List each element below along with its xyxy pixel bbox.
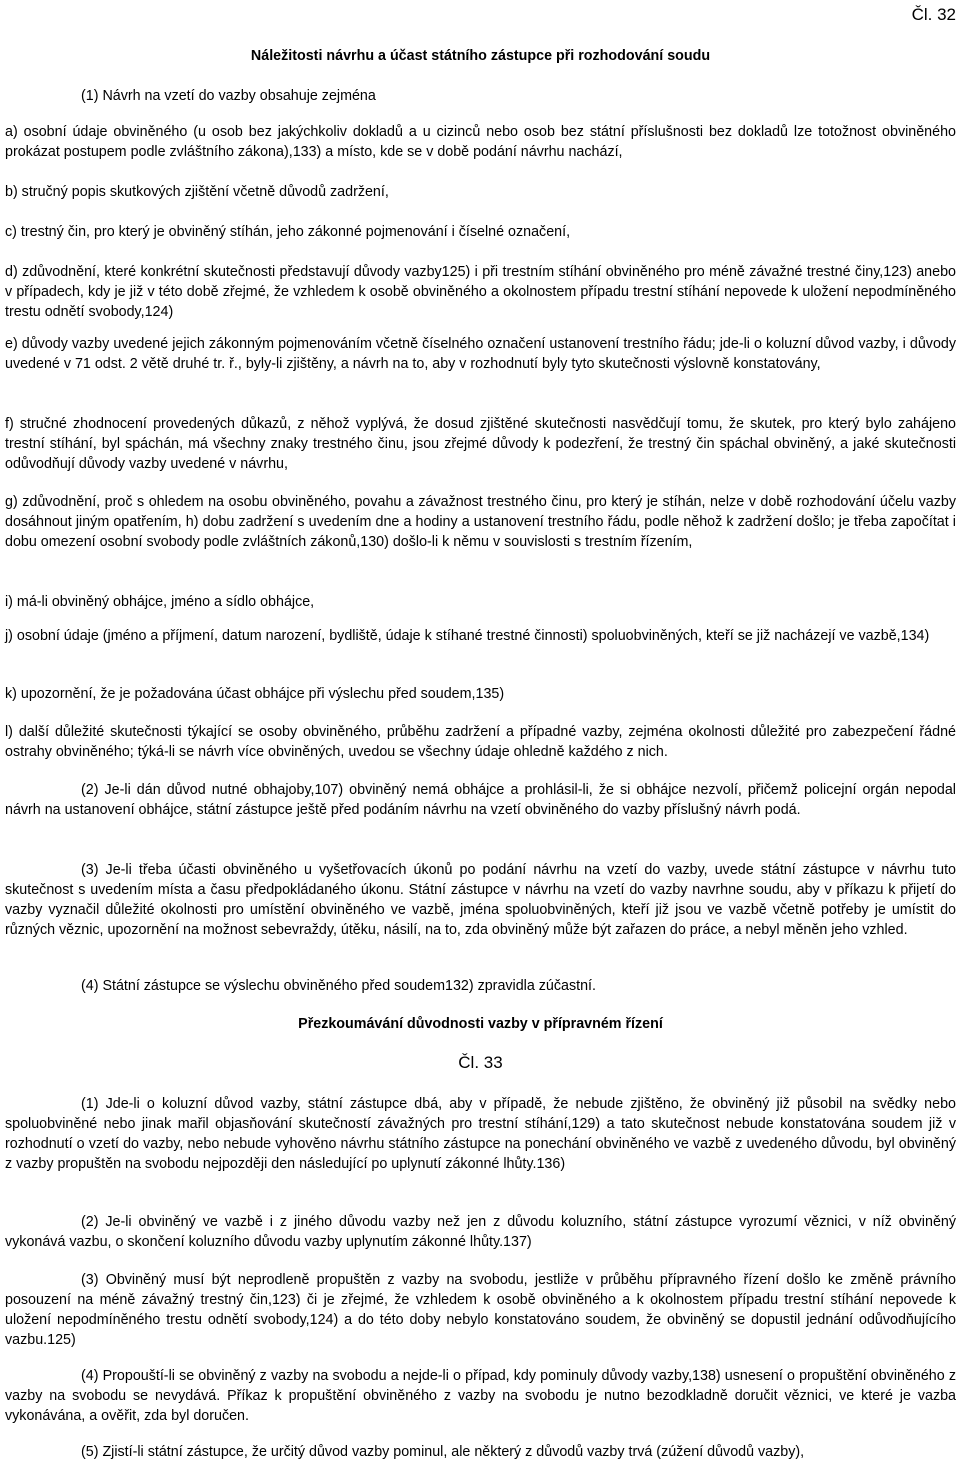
article-33-title: Přezkoumávání důvodnosti vazby v přípravném řízení (298, 1016, 663, 1032)
item-a: a) osobní údaje obviněného (u osob bez jakýchkoliv dokladů a u cizinců nebo osob bez státní příslušnosti bez dokladů lze totožnost obviněného prokázat postupem podle zvláštního zákona),133) a místo, kde se v době podání návrhu nachází, (5, 124, 956, 160)
article-33-p5: (5) Zjistí-li státní zástupce, že určitý důvod vazby pominul, ale některý z důvodů vazby trvá (zúžení důvodů vazby), (81, 1444, 805, 1460)
article-32-p3: (3) Je-li třeba účasti obviněného u vyšetřovacích úkonů po podání návrhu na vzetí do vazby, uvede státní zástupce v návrhu tuto skutečnost s uvedením místa a času předpokládaného úkonu. Státní zástupce v návrhu na vzetí do vazby navrhne soudu, aby v příkazu k přijetí do vazby vyznačil důležité okolnosti pro umístění obviněného ve vazbě, jména spoluobviněných, kteří již jsou ve vazbě včetně potřeby je umístit do různých věznic, upozornění na možnost sebevraždy, útěku, násilí, na to, zda obviněný může být zařazen do práce, a nebyl měněn jeho vzhled. (5, 862, 956, 938)
article-32-p4: (4) Státní zástupce se výslechu obviněného před soudem132) zpravidla zúčastní. (81, 978, 596, 994)
item-e: e) důvody vazby uvedené jejich zákonným pojmenováním včetně číselného označení ustanovení trestního řádu; jde-li o koluzní důvod vazby, i důvody uvedené v 71 odst. 2 větě druhé tr. ř., byly-li zjištěny, a návrh na to, aby v rozhodnutí byly tyto skutečnosti výslovně konstatovány, (5, 336, 956, 372)
item-k: k) upozornění, že je požadována účast obhájce při výslechu před soudem,135) (5, 686, 505, 702)
item-b: b) stručný popis skutkových zjištění včetně důvodů zadržení, (5, 184, 389, 200)
article-33-p3: (3) Obviněný musí být neprodleně propuštěn z vazby na svobodu, jestliže v průběhu přípravného řízení došlo ke změně právního posouzení na méně závažný trestný čin,123) či je zřejmé, že vzhledem k osobě obviněného a k okolnostem případu trestní stíhání nepovede k uložení nepodmíněného trestu odnětí svobody,124) a do této doby nebylo konstatováno soudem, že obviněný se dopustil jednání odůvodňujícího vazbu.125) (5, 1272, 956, 1348)
item-c: c) trestný čin, pro který je obviněný stíhán, jeho zákonné pojmenování i číselné označení, (5, 224, 571, 240)
item-f: f) stručné zhodnocení provedených důkazů, z něhož vyplývá, že dosud zjištěné skutečnosti nasvědčují tomu, že skutek, pro který bylo zahájeno trestní stíhání, byl spáchán, má všechny znaky trestného činu, jsou zřejmé důvody k podezření, že trestný čin spáchal obviněný, a jaké skutečnosti odůvodňují důvody vazby uvedené v návrhu, (5, 416, 956, 472)
item-g: g) zdůvodnění, proč s ohledem na osobu obviněného, povahu a závažnost trestného činu, pro který je stíhán, nelze v době rozhodování účelu vazby dosáhnout jiným opatřením, h) dobu zadržení s uvedením dne a hodiny a ustanovení trestního řádu, podle něhož k zadržení došlo; je třeba započítat i dobu omezení osobní svobody podle zvláštních zákonů,130) došlo-li k němu v souvislosti s trestním řízením, (5, 494, 956, 550)
article-32-p1-intro: (1) Návrh na vzetí do vazby obsahuje zejména (81, 88, 376, 104)
article-33-p1: (1) Jde-li o koluzní důvod vazby, státní zástupce dbá, aby v případě, že nebude zjištěno, že obviněný již působil na svědky nebo spoluobviněné nebo jinak mařil objasňování skutečností závažných pro trestní stíhání,129) a tato skutečnost nebude konstatována soudem již v rozhodnutí o vzetí do vazby, nebo nebude vyhověno návrhu státního zástupce na ponechání obviněného ve vazbě z uvedeného důvodu, byl obviněný z vazby propuštěn na svobodu nejpozději den následující po uplynutí zákonné lhůty.136) (5, 1096, 956, 1172)
article-32-p2: (2) Je-li dán důvod nutné obhajoby,107) obviněný nemá obhájce a prohlásil-li, že si obhájce nezvolí, přičemž policejní orgán nepodal návrh na ustanovení obhájce, státní zástupce ještě před podáním návrhu na vzetí obviněného do vazby příslušný návrh podá. (5, 782, 956, 818)
article-33-number: Čl. 33 (458, 1053, 503, 1072)
item-j: j) osobní údaje (jméno a příjmení, datum narození, bydliště, údaje k stíhané trestné činnosti) spoluobviněných, kteří se již nacházejí ve vazbě,134) (5, 628, 930, 644)
item-l: l) další důležité skutečnosti týkající se osoby obviněného, průběhu zadržení a případné vazby, zejména okolnosti důležité pro zabezpečení řádné ostrahy obviněného; týká-li se návrh více obviněných, uvedou se všechny údaje ohledně každého z nich. (5, 724, 956, 760)
article-32-number: Čl. 32 (911, 5, 956, 24)
item-i: i) má-li obviněný obhájce, jméno a sídlo obhájce, (5, 594, 315, 610)
article-33-p4: (4) Propouští-li se obviněný z vazby na svobodu a nejde-li o případ, kdy pominuly důvody vazby,138) usnesení o propuštění obviněného z vazby na svobodu se nevydává. Příkaz k propuštění obviněného z vazby na svobodu je nutno bezodkladně doručit věznici, ve které je vazba vykonávána, a ověřit, zda byl doručen. (5, 1368, 956, 1424)
article-33-p2: (2) Je-li obviněný ve vazbě i z jiného důvodu vazby než jen z důvodu koluzního, státní zástupce vyrozumí věznici, v níž obviněný vykonává vazbu, o skončení koluzního důvodu vazby uplynutím zákonné lhůty.137) (5, 1214, 956, 1250)
item-d: d) zdůvodnění, které konkrétní skutečnosti představují důvody vazby125) i při trestním stíhání obviněného pro méně závažné trestné činy,123) anebo v případech, kdy je již v této době zřejmé, že vzhledem k osobě obviněného a okolnostem případu trestní stíhání nepovede k uložení nepodmíněného trestu odnětí svobody,124) (5, 264, 956, 320)
article-32-title: Náležitosti návrhu a účast státního zástupce při rozhodování soudu (250, 48, 711, 64)
